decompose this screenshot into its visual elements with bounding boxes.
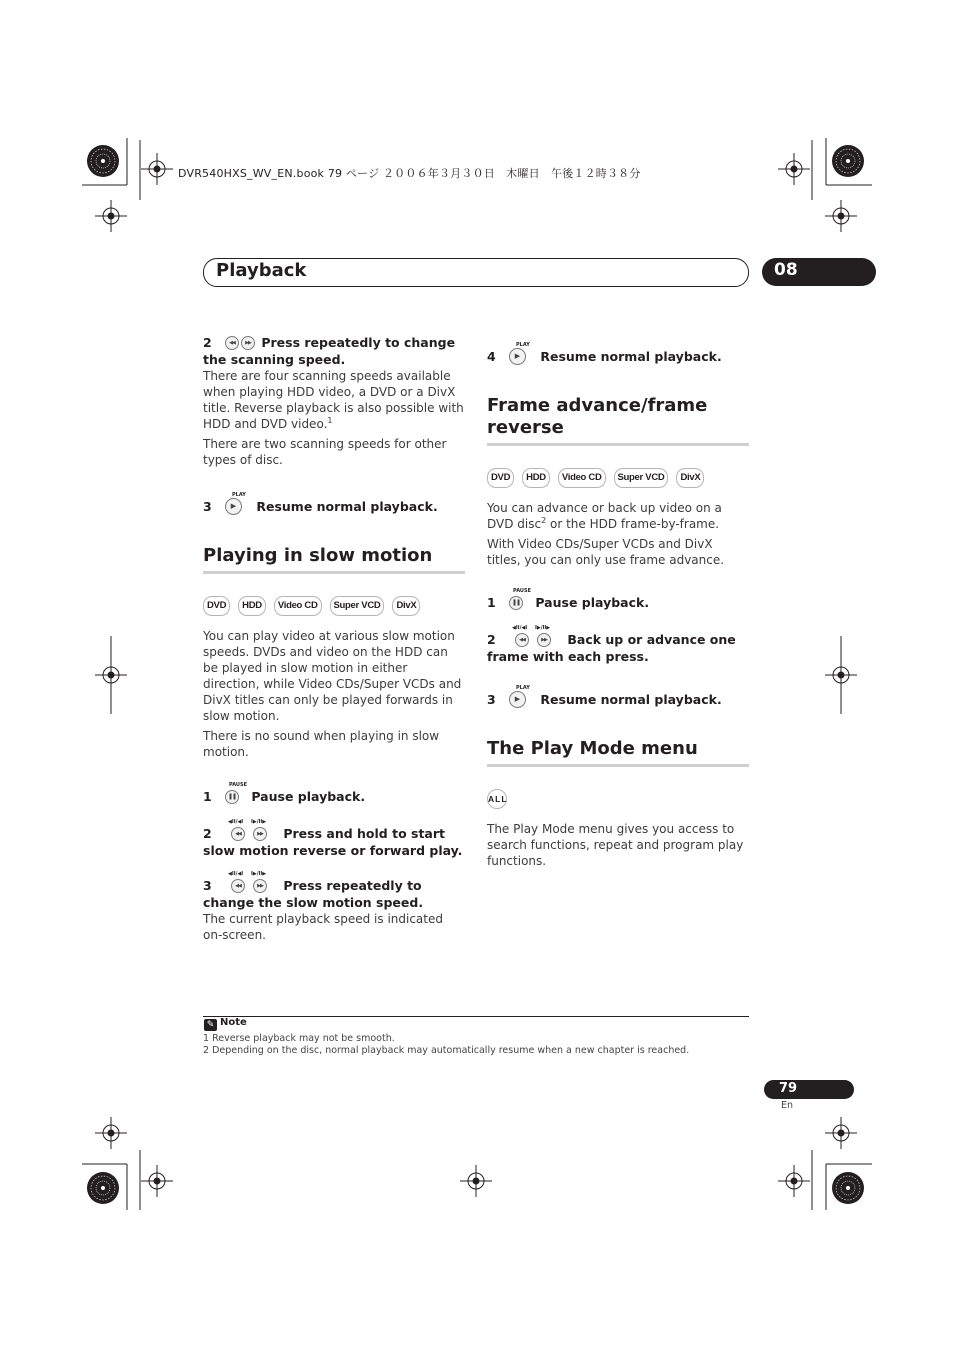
step-number: 3 bbox=[487, 692, 496, 707]
play-button-icon bbox=[509, 691, 526, 708]
play-mode-paragraph: The Play Mode menu gives you access to search functions, repeat and program play functions. bbox=[487, 822, 744, 868]
frame-reverse-button-icon bbox=[515, 633, 529, 647]
note-label: Note bbox=[220, 1017, 247, 1028]
step-text: Resume normal playback. bbox=[256, 499, 438, 514]
footnote-1: 1 Reverse playback may not be smooth. bbox=[203, 1033, 395, 1044]
slow-step-2 bbox=[203, 819, 465, 859]
frame-step-3 bbox=[487, 685, 749, 708]
footnote-ref-2: 2 bbox=[541, 516, 547, 525]
resume-step-4 bbox=[487, 342, 749, 365]
hdd-badge: HDD bbox=[522, 468, 550, 488]
step-text: Pause playback. bbox=[251, 789, 366, 804]
no-sound-paragraph: There is no sound when playing in slow motion. bbox=[203, 729, 440, 759]
step-text: Back up or advance one frame with each press. bbox=[487, 632, 736, 664]
slow-reverse-button-icon bbox=[231, 827, 245, 841]
step-text: Press repeatedly to change the slow motion speed. bbox=[203, 878, 424, 910]
hdd-badge: HDD bbox=[238, 596, 266, 616]
pause-button-icon bbox=[225, 790, 239, 804]
left-column bbox=[203, 334, 465, 943]
slow-step-3 bbox=[203, 871, 465, 911]
frame-advance-intro: You can advance or back up video on a DVD disc$^2$ or the HDD frame-by-frame. bbox=[487, 501, 722, 531]
disc-type-badges bbox=[487, 789, 749, 809]
fast-forward-button-icon bbox=[241, 336, 255, 350]
scan-step-2 bbox=[203, 334, 465, 368]
step-number: 4 bbox=[487, 349, 496, 364]
play-label: PLAY bbox=[516, 685, 530, 691]
video-cd-badge: Video CD bbox=[558, 468, 606, 488]
step-reverse-label: ◀II/◀I bbox=[512, 625, 528, 631]
disc-type-badges bbox=[487, 468, 749, 488]
step-reverse-label: ◀II/◀I bbox=[228, 819, 244, 825]
play-mode-heading: The Play Mode menu bbox=[487, 738, 749, 767]
step-number: 3 bbox=[203, 499, 212, 514]
note-divider bbox=[203, 1016, 749, 1017]
step-forward-label: I▶/II▶ bbox=[251, 871, 267, 877]
pause-button-icon bbox=[509, 596, 523, 610]
chapter-badge bbox=[762, 258, 876, 286]
page-language: En bbox=[781, 1100, 794, 1111]
scan-speeds-paragraph: There are four scanning speeds available when playing HDD video, a DVD or a DivX title. Reverse playback is also possible with HDD and DVD video.$^1$ bbox=[203, 369, 464, 431]
frame-advance-heading: Frame advance/frame reverse bbox=[487, 395, 749, 446]
step-number: 2 bbox=[203, 826, 212, 841]
other-discs-paragraph: There are two scanning speeds for other types of disc. bbox=[203, 437, 447, 467]
file-header: DVR540HXS_WV_EN.book 79 ページ ２００６年３月３０日 木曜日 午後１２時３８分 bbox=[178, 167, 641, 180]
disc-type-badges bbox=[203, 596, 465, 616]
play-button-icon bbox=[225, 498, 242, 515]
step-number: 1 bbox=[487, 595, 496, 610]
step-number: 1 bbox=[203, 789, 212, 804]
resume-step-3 bbox=[203, 492, 465, 515]
pause-label: PAUSE bbox=[513, 588, 531, 594]
speed-indicated-paragraph: The current playback speed is indicated on-screen. bbox=[203, 912, 443, 942]
divx-badge: DivX bbox=[676, 468, 704, 488]
divx-badge: DivX bbox=[392, 596, 420, 616]
pause-label: PAUSE bbox=[229, 782, 247, 788]
frame-step-2 bbox=[487, 625, 749, 665]
play-button-icon bbox=[509, 348, 526, 365]
step-forward-label: I▶/II▶ bbox=[251, 819, 267, 825]
play-label: PLAY bbox=[232, 492, 246, 498]
all-discs-badge: ALL bbox=[487, 789, 507, 809]
step-text: Pause playback. bbox=[535, 595, 650, 610]
step-text: Resume normal playback. bbox=[540, 692, 722, 707]
note-icon: ✎ bbox=[204, 1019, 217, 1031]
slow-forward-button-icon bbox=[253, 827, 267, 841]
slow-step-1 bbox=[203, 782, 465, 805]
video-cd-badge: Video CD bbox=[274, 596, 322, 616]
footnote-ref-1: 1 bbox=[327, 416, 333, 425]
step-reverse-label: ◀II/◀I bbox=[228, 871, 244, 877]
step-number: 2 bbox=[203, 335, 212, 350]
step-text: Press repeatedly to change the scanning speed. bbox=[203, 335, 456, 367]
slow-motion-intro: You can play video at various slow motion speeds. DVDs and video on the HDD can be played in slow motion in either direction, while Video CDs/Super VCDs and DivX titles can only be played forwards in slow motion. bbox=[203, 629, 462, 723]
right-column bbox=[487, 334, 749, 869]
rewind-button-icon bbox=[225, 336, 239, 350]
frame-step-1 bbox=[487, 588, 749, 611]
dvd-badge: DVD bbox=[487, 468, 514, 488]
slow-motion-heading: Playing in slow motion bbox=[203, 545, 465, 574]
step-text: Resume normal playback. bbox=[540, 349, 722, 364]
dvd-badge: DVD bbox=[203, 596, 230, 616]
frame-advance-vcd-paragraph: With Video CDs/Super VCDs and DivX titles, you can only use frame advance. bbox=[487, 537, 725, 567]
frame-forward-button-icon bbox=[537, 633, 551, 647]
slow-forward-button-icon bbox=[253, 879, 267, 893]
step-text: Press and hold to start slow motion reverse or forward play. bbox=[203, 826, 463, 858]
step-forward-label: I▶/II▶ bbox=[535, 625, 551, 631]
page-number-badge bbox=[764, 1080, 854, 1099]
chapter-number: 08 bbox=[774, 260, 798, 280]
page-number: 79 bbox=[779, 1081, 798, 1096]
step-number: 2 bbox=[487, 632, 496, 647]
footnote-2: 2 Depending on the disc, normal playback may automatically resume when a new chapter is reached. bbox=[203, 1045, 690, 1056]
slow-reverse-button-icon bbox=[231, 879, 245, 893]
step-number: 3 bbox=[203, 878, 212, 893]
play-label: PLAY bbox=[516, 342, 530, 348]
section-title: Playback bbox=[216, 260, 307, 281]
super-vcd-badge: Super VCD bbox=[614, 468, 669, 488]
super-vcd-badge: Super VCD bbox=[330, 596, 385, 616]
